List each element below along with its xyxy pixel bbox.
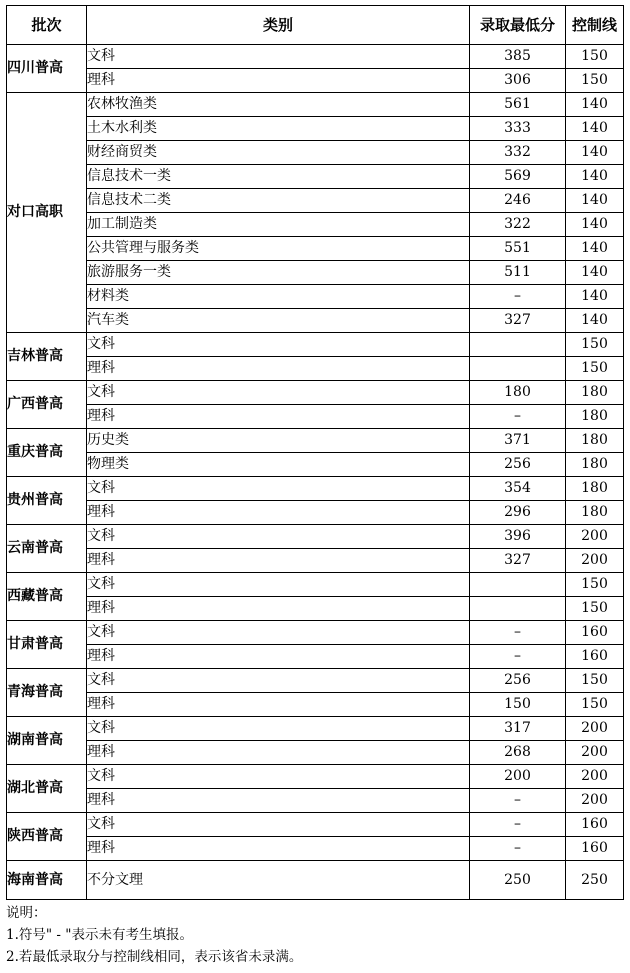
min-score-cell: – (470, 645, 566, 669)
table-row (7, 837, 624, 861)
category-cell: 文科 (87, 813, 470, 837)
control-line-cell: 160 (566, 621, 624, 645)
batch-cell: 对口高职 (7, 93, 87, 333)
min-score-cell: 246 (470, 189, 566, 213)
control-line-cell: 200 (566, 717, 624, 741)
control-line-cell: 140 (566, 165, 624, 189)
category-cell: 理科 (87, 645, 470, 669)
category-cell: 文科 (87, 477, 470, 501)
table-row (7, 117, 624, 141)
min-score-cell: 551 (470, 237, 566, 261)
table-row (7, 237, 624, 261)
min-score-cell: – (470, 837, 566, 861)
table-row (7, 285, 624, 309)
category-cell: 信息技术二类 (87, 189, 470, 213)
table-row (7, 381, 624, 405)
category-cell: 历史类 (87, 429, 470, 453)
table-row (7, 45, 624, 69)
min-score-cell: 396 (470, 525, 566, 549)
category-cell: 旅游服务一类 (87, 261, 470, 285)
batch-cell: 四川普高 (7, 45, 87, 93)
table-row (7, 93, 624, 117)
min-score-cell: – (470, 621, 566, 645)
min-score-cell: 511 (470, 261, 566, 285)
table-row (7, 669, 624, 693)
category-cell: 文科 (87, 525, 470, 549)
table-row (7, 453, 624, 477)
table-row (7, 549, 624, 573)
min-score-cell: 200 (470, 765, 566, 789)
page (6, 5, 624, 968)
category-cell: 汽车类 (87, 309, 470, 333)
header-control-line: 控制线 (566, 6, 624, 45)
min-score-cell: 250 (470, 861, 566, 900)
admission-score-table (6, 5, 624, 900)
category-cell: 文科 (87, 669, 470, 693)
table-body (7, 45, 624, 900)
table-row (7, 429, 624, 453)
category-cell: 理科 (87, 741, 470, 765)
table-row (7, 69, 624, 93)
min-score-cell: 268 (470, 741, 566, 765)
category-cell: 理科 (87, 405, 470, 429)
table-row (7, 357, 624, 381)
control-line-cell: 150 (566, 693, 624, 717)
control-line-cell: 150 (566, 357, 624, 381)
table-row (7, 309, 624, 333)
table-row (7, 477, 624, 501)
control-line-cell: 140 (566, 141, 624, 165)
batch-cell: 湖北普高 (7, 765, 87, 813)
category-cell: 材料类 (87, 285, 470, 309)
control-line-cell: 250 (566, 861, 624, 900)
min-score-cell: 327 (470, 549, 566, 573)
control-line-cell: 150 (566, 597, 624, 621)
min-score-cell: 180 (470, 381, 566, 405)
note-item: 1.符号" - "表示未有考生填报。 (6, 927, 193, 943)
category-cell: 物理类 (87, 453, 470, 477)
min-score-cell: 296 (470, 501, 566, 525)
min-score-cell: – (470, 285, 566, 309)
batch-cell: 青海普高 (7, 669, 87, 717)
control-line-cell: 180 (566, 501, 624, 525)
category-cell: 理科 (87, 693, 470, 717)
control-line-cell: 200 (566, 789, 624, 813)
category-cell: 文科 (87, 765, 470, 789)
control-line-cell: 150 (566, 573, 624, 597)
category-cell: 文科 (87, 621, 470, 645)
control-line-cell: 180 (566, 477, 624, 501)
min-score-cell: 150 (470, 693, 566, 717)
batch-cell: 海南普高 (7, 861, 87, 900)
category-cell: 农林牧渔类 (87, 93, 470, 117)
category-cell: 文科 (87, 45, 470, 69)
table-row (7, 621, 624, 645)
control-line-cell: 150 (566, 669, 624, 693)
min-score-cell (470, 597, 566, 621)
table-row (7, 717, 624, 741)
control-line-cell: 180 (566, 453, 624, 477)
category-cell: 文科 (87, 717, 470, 741)
min-score-cell (470, 573, 566, 597)
min-score-cell: 354 (470, 477, 566, 501)
header-category: 类别 (87, 6, 470, 45)
table-row (7, 261, 624, 285)
table-row (7, 405, 624, 429)
control-line-cell: 150 (566, 333, 624, 357)
category-cell: 理科 (87, 789, 470, 813)
category-cell: 理科 (87, 501, 470, 525)
category-cell: 文科 (87, 333, 470, 357)
table-row (7, 141, 624, 165)
min-score-cell: 256 (470, 453, 566, 477)
category-cell: 公共管理与服务类 (87, 237, 470, 261)
table-row (7, 645, 624, 669)
control-line-cell: 140 (566, 309, 624, 333)
notes-title: 说明： (6, 905, 47, 921)
control-line-cell: 140 (566, 93, 624, 117)
batch-cell: 吉林普高 (7, 333, 87, 381)
table-row (7, 741, 624, 765)
control-line-cell: 140 (566, 237, 624, 261)
table-row (7, 525, 624, 549)
category-cell: 信息技术一类 (87, 165, 470, 189)
category-cell: 理科 (87, 597, 470, 621)
min-score-cell: 561 (470, 93, 566, 117)
control-line-cell: 200 (566, 549, 624, 573)
category-cell: 文科 (87, 573, 470, 597)
category-cell: 加工制造类 (87, 213, 470, 237)
min-score-cell: 333 (470, 117, 566, 141)
min-score-cell: 327 (470, 309, 566, 333)
category-cell: 财经商贸类 (87, 141, 470, 165)
category-cell: 理科 (87, 549, 470, 573)
batch-cell: 湖南普高 (7, 717, 87, 765)
table-row (7, 765, 624, 789)
control-line-cell: 160 (566, 645, 624, 669)
batch-cell: 陕西普高 (7, 813, 87, 861)
control-line-cell: 140 (566, 213, 624, 237)
table-row (7, 501, 624, 525)
min-score-cell: 317 (470, 717, 566, 741)
table-row (7, 333, 624, 357)
min-score-cell: 332 (470, 141, 566, 165)
table-row (7, 597, 624, 621)
header-min-score: 录取最低分 (470, 6, 566, 45)
batch-cell: 广西普高 (7, 381, 87, 429)
control-line-cell: 140 (566, 117, 624, 141)
table-row (7, 789, 624, 813)
min-score-cell (470, 357, 566, 381)
min-score-cell: – (470, 789, 566, 813)
min-score-cell: 322 (470, 213, 566, 237)
min-score-cell: 385 (470, 45, 566, 69)
control-line-cell: 180 (566, 405, 624, 429)
control-line-cell: 200 (566, 741, 624, 765)
control-line-cell: 140 (566, 285, 624, 309)
header-batch: 批次 (7, 6, 87, 45)
min-score-cell: – (470, 405, 566, 429)
min-score-cell (470, 333, 566, 357)
table-header-row (7, 6, 624, 45)
min-score-cell: 306 (470, 69, 566, 93)
table-row (7, 165, 624, 189)
control-line-cell: 160 (566, 837, 624, 861)
min-score-cell: – (470, 813, 566, 837)
category-cell: 不分文理 (87, 861, 470, 900)
batch-cell: 西藏普高 (7, 573, 87, 621)
category-cell: 理科 (87, 837, 470, 861)
batch-cell: 云南普高 (7, 525, 87, 573)
control-line-cell: 150 (566, 45, 624, 69)
category-cell: 土木水利类 (87, 117, 470, 141)
min-score-cell: 371 (470, 429, 566, 453)
table-row (7, 189, 624, 213)
control-line-cell: 180 (566, 429, 624, 453)
control-line-cell: 180 (566, 381, 624, 405)
table-row (7, 573, 624, 597)
table-row (7, 813, 624, 837)
notes-section (6, 902, 624, 968)
control-line-cell: 140 (566, 189, 624, 213)
category-cell: 理科 (87, 69, 470, 93)
control-line-cell: 160 (566, 813, 624, 837)
min-score-cell: 256 (470, 669, 566, 693)
batch-cell: 贵州普高 (7, 477, 87, 525)
table-row (7, 213, 624, 237)
table-row (7, 693, 624, 717)
control-line-cell: 140 (566, 261, 624, 285)
min-score-cell: 569 (470, 165, 566, 189)
table-row (7, 861, 624, 900)
batch-cell: 重庆普高 (7, 429, 87, 477)
note-item: 2.若最低录取分与控制线相同，表示该省未录满。 (6, 949, 303, 965)
batch-cell: 甘肃普高 (7, 621, 87, 669)
control-line-cell: 200 (566, 525, 624, 549)
control-line-cell: 200 (566, 765, 624, 789)
category-cell: 理科 (87, 357, 470, 381)
category-cell: 文科 (87, 381, 470, 405)
control-line-cell: 150 (566, 69, 624, 93)
